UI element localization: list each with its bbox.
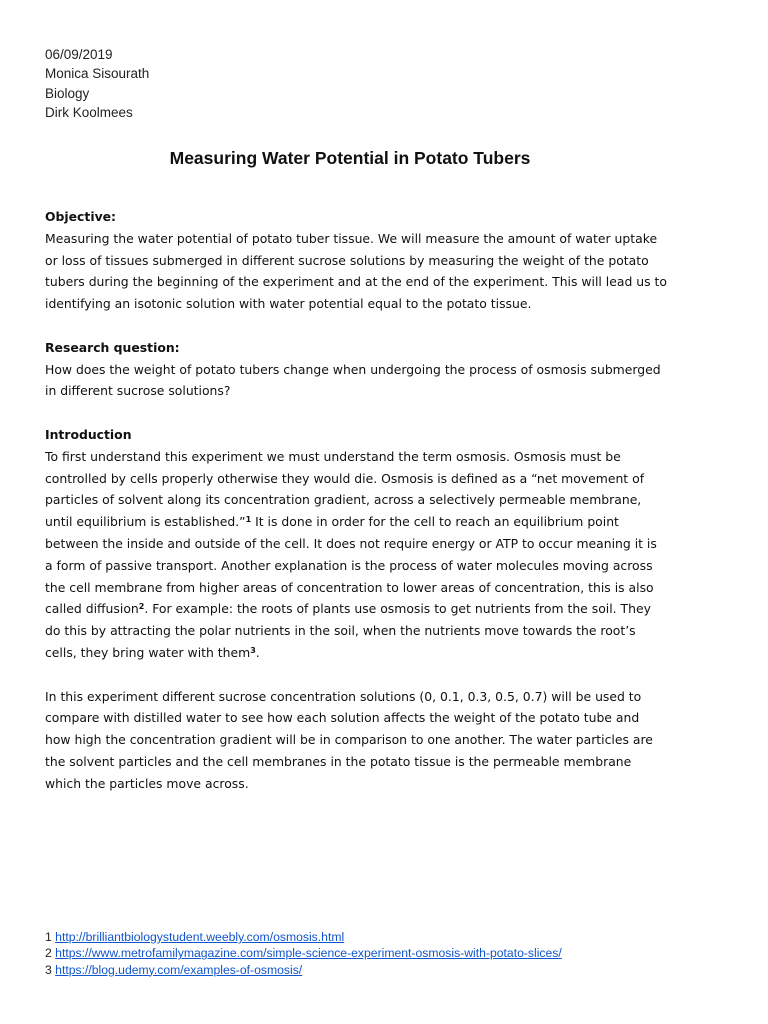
experiment-line: compare with distilled water to see how each solution affects the weight of the potato tube and <box>45 710 640 726</box>
introduction-line <box>45 642 665 664</box>
paragraph-gap <box>45 402 665 424</box>
objective-line: tubers during the beginning of the experiment and at the end of the experiment. This will lead us to <box>45 274 667 290</box>
footnote-link[interactable]: https://blog.udemy.com/examples-of-osmosis/ <box>55 962 303 977</box>
footnote-item <box>45 962 562 978</box>
research-question-line: in different sucrose solutions? <box>45 383 231 399</box>
footnote-ref-3: 3 <box>250 645 256 655</box>
footnote-ref-1: 1 <box>245 515 252 525</box>
objective-line: identifying an isotonic solution with water potential equal to the potato tissue. <box>45 296 532 312</box>
footnote-item <box>45 929 562 945</box>
footnote-number: 1 <box>45 930 52 944</box>
introduction-heading: Introduction <box>45 426 132 442</box>
introduction-line: do this by attracting the polar nutrients in the soil, when the nutrients move towards the root’s <box>45 623 636 639</box>
paragraph-gap <box>45 315 665 337</box>
introduction-line <box>45 511 665 533</box>
intro-text: It is done in order for the cell to reach an equilibrium point <box>251 514 619 530</box>
footnote-number: 3 <box>45 962 52 977</box>
paragraph-gap <box>45 664 665 686</box>
intro-text: . <box>255 644 260 660</box>
introduction-line: between the inside and outside of the cell. It does not require energy or ATP to occur meaning it is <box>45 535 657 551</box>
footnote-link[interactable]: http://brilliantbiologystudent.weebly.com/osmosis.html <box>55 930 345 944</box>
footnotes <box>45 929 562 978</box>
teacher-name: Dirk Koolmees <box>45 104 133 120</box>
subject: Biology <box>45 85 90 101</box>
research-question-line: How does the weight of potato tubers change when undergoing the process of osmosis submerged <box>45 361 661 377</box>
experiment-line: the solvent particles and the cell membranes in the potato tissue is the permeable membrane <box>45 753 632 769</box>
header-block <box>45 45 149 122</box>
intro-text: . For example: the roots of plants use osmosis to get nutrients from the soil. They <box>144 601 651 617</box>
date: 06/09/2019 <box>45 47 113 62</box>
research-question-heading: Research question: <box>45 339 180 355</box>
introduction-line: the cell membrane from higher areas of concentration to lower areas of concentration, this is also <box>45 579 654 595</box>
introduction-line: controlled by cells properly otherwise they would die. Osmosis is defined as a “net movement of <box>45 470 645 486</box>
footnote-item <box>45 945 562 961</box>
footnote-number: 2 <box>45 946 52 961</box>
intro-text: until equilibrium is established.” <box>45 514 246 530</box>
intro-text: cells, they bring water with them <box>45 644 251 660</box>
objective-heading: Objective: <box>45 209 117 224</box>
introduction-line <box>45 598 665 620</box>
document-body <box>45 206 665 795</box>
experiment-line: how high the concentration gradient will be in comparison to one another. The water particles are <box>45 732 653 748</box>
introduction-line: particles of solvent along its concentration gradient, across a selectively permeable membrane, <box>45 492 642 508</box>
footnote-link[interactable]: https://www.metrofamilymagazine.com/simple-science-experiment-osmosis-with-potato-slices/ <box>55 946 562 961</box>
experiment-line: In this experiment different sucrose concentration solutions (0, 0.1, 0.3, 0.5, 0.7) will be used to <box>45 688 642 704</box>
document-title: Measuring Water Potential in Potato Tubers <box>169 148 531 168</box>
footnote-ref-2: 2 <box>138 602 145 612</box>
objective-line: or loss of tissues submerged in different sucrose solutions by measuring the weight of the potato <box>45 252 649 268</box>
intro-text: called diffusion <box>45 601 139 617</box>
experiment-line: which the particles move across. <box>45 775 249 791</box>
introduction-line: To first understand this experiment we must understand the term osmosis. Osmosis must be <box>45 448 621 464</box>
objective-line: Measuring the water potential of potato tuber tissue. We will measure the amount of water uptake <box>45 230 658 246</box>
author-name: Monica Sisourath <box>45 66 150 82</box>
introduction-line: a form of passive transport. Another explanation is the process of water molecules moving across <box>45 557 653 573</box>
